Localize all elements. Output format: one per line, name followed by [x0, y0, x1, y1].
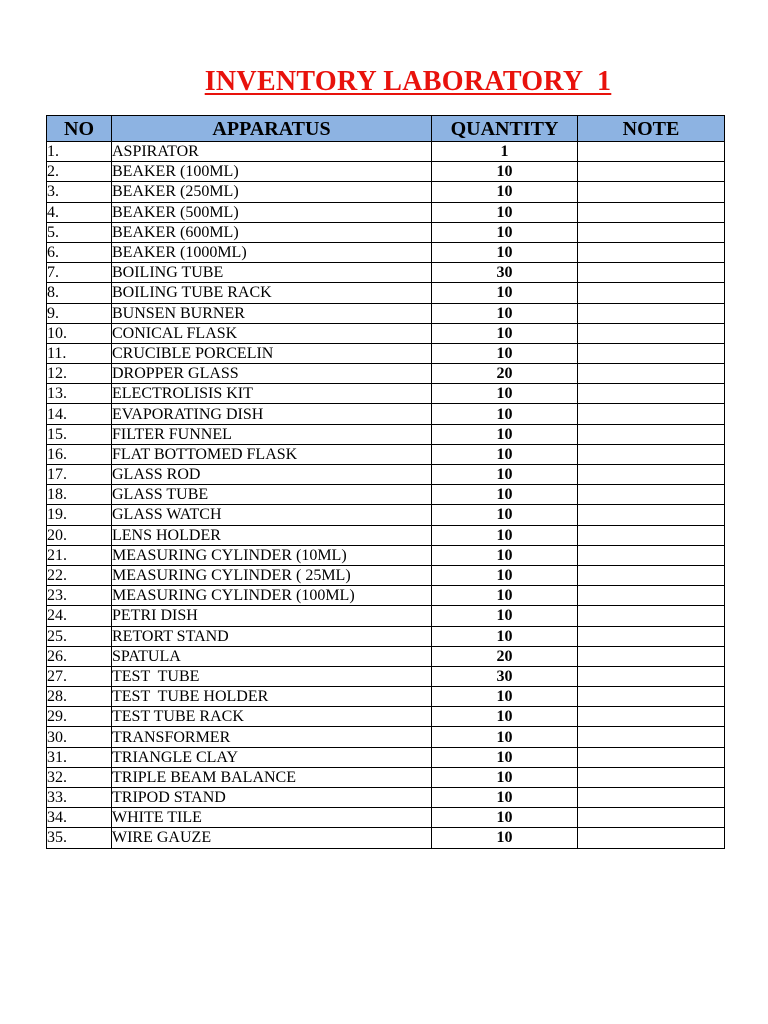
item-number: 16. [47, 444, 112, 464]
table-row [47, 666, 725, 686]
table-row [47, 404, 725, 424]
item-number: 30. [47, 727, 112, 747]
note-cell [578, 626, 725, 646]
item-number: 1. [47, 142, 112, 162]
item-number: 4. [47, 202, 112, 222]
item-number: 14. [47, 404, 112, 424]
item-number: 20. [47, 525, 112, 545]
item-number: 23. [47, 586, 112, 606]
note-cell [578, 767, 725, 787]
note-cell [578, 263, 725, 283]
quantity-value: 10 [432, 545, 578, 565]
apparatus-name: BEAKER (1000ML) [112, 242, 432, 262]
note-cell [578, 242, 725, 262]
apparatus-name: BOILING TUBE [112, 263, 432, 283]
column-header-apparatus: APPARATUS [112, 116, 432, 142]
apparatus-name: ASPIRATOR [112, 142, 432, 162]
item-number: 29. [47, 707, 112, 727]
note-cell [578, 323, 725, 343]
note-cell [578, 465, 725, 485]
table-row [47, 343, 725, 363]
table-row [47, 242, 725, 262]
note-cell [578, 727, 725, 747]
apparatus-name: WIRE GAUZE [112, 828, 432, 848]
table-row [47, 162, 725, 182]
item-number: 22. [47, 565, 112, 585]
item-number: 21. [47, 545, 112, 565]
quantity-value: 1 [432, 142, 578, 162]
quantity-value: 10 [432, 565, 578, 585]
note-cell [578, 303, 725, 323]
column-header-quantity: QUANTITY [432, 116, 578, 142]
note-cell [578, 222, 725, 242]
table-row [47, 222, 725, 242]
note-cell [578, 788, 725, 808]
table-row [47, 767, 725, 787]
note-cell [578, 646, 725, 666]
apparatus-name: EVAPORATING DISH [112, 404, 432, 424]
note-cell [578, 485, 725, 505]
table-row [47, 545, 725, 565]
apparatus-name: TEST TUBE HOLDER [112, 687, 432, 707]
quantity-value: 10 [432, 424, 578, 444]
item-number: 5. [47, 222, 112, 242]
item-number: 34. [47, 808, 112, 828]
quantity-value: 10 [432, 465, 578, 485]
item-number: 13. [47, 384, 112, 404]
note-cell [578, 404, 725, 424]
table-row [47, 606, 725, 626]
apparatus-name: BEAKER (100ML) [112, 162, 432, 182]
table-row [47, 646, 725, 666]
apparatus-name: DROPPER GLASS [112, 364, 432, 384]
apparatus-name: TEST TUBE [112, 666, 432, 686]
note-cell [578, 142, 725, 162]
apparatus-name: BEAKER (250ML) [112, 182, 432, 202]
quantity-value: 10 [432, 808, 578, 828]
table-row [47, 687, 725, 707]
note-cell [578, 283, 725, 303]
table-row [47, 303, 725, 323]
inventory-table [46, 115, 725, 849]
table-row [47, 586, 725, 606]
apparatus-name: TRIPLE BEAM BALANCE [112, 767, 432, 787]
table-row [47, 485, 725, 505]
apparatus-name: TEST TUBE RACK [112, 707, 432, 727]
item-number: 25. [47, 626, 112, 646]
note-cell [578, 525, 725, 545]
apparatus-name: TRIANGLE CLAY [112, 747, 432, 767]
table-row [47, 283, 725, 303]
apparatus-name: SPATULA [112, 646, 432, 666]
note-cell [578, 565, 725, 585]
quantity-value: 10 [432, 767, 578, 787]
quantity-value: 10 [432, 303, 578, 323]
quantity-value: 10 [432, 384, 578, 404]
apparatus-name: PETRI DISH [112, 606, 432, 626]
item-number: 28. [47, 687, 112, 707]
note-cell [578, 162, 725, 182]
item-number: 8. [47, 283, 112, 303]
note-cell [578, 343, 725, 363]
note-cell [578, 545, 725, 565]
quantity-value: 30 [432, 263, 578, 283]
table-row [47, 202, 725, 222]
table-row [47, 707, 725, 727]
apparatus-name: TRANSFORMER [112, 727, 432, 747]
note-cell [578, 364, 725, 384]
quantity-value: 10 [432, 525, 578, 545]
note-cell [578, 505, 725, 525]
item-number: 2. [47, 162, 112, 182]
table-header [47, 116, 725, 142]
note-cell [578, 707, 725, 727]
table-row [47, 364, 725, 384]
apparatus-name: WHITE TILE [112, 808, 432, 828]
quantity-value: 20 [432, 646, 578, 666]
apparatus-name: RETORT STAND [112, 626, 432, 646]
note-cell [578, 182, 725, 202]
item-number: 32. [47, 767, 112, 787]
table-row [47, 182, 725, 202]
item-number: 7. [47, 263, 112, 283]
item-number: 9. [47, 303, 112, 323]
quantity-value: 10 [432, 788, 578, 808]
column-header-note: NOTE [578, 116, 725, 142]
note-cell [578, 666, 725, 686]
item-number: 10. [47, 323, 112, 343]
table-row [47, 384, 725, 404]
note-cell [578, 747, 725, 767]
apparatus-name: LENS HOLDER [112, 525, 432, 545]
column-header-no: NO [47, 116, 112, 142]
table-row [47, 828, 725, 848]
apparatus-name: MEASURING CYLINDER (10ML) [112, 545, 432, 565]
apparatus-name: FILTER FUNNEL [112, 424, 432, 444]
apparatus-name: BUNSEN BURNER [112, 303, 432, 323]
table-row [47, 727, 725, 747]
note-cell [578, 586, 725, 606]
table-body [47, 142, 725, 849]
table-row [47, 626, 725, 646]
item-number: 18. [47, 485, 112, 505]
quantity-value: 10 [432, 323, 578, 343]
quantity-value: 10 [432, 586, 578, 606]
quantity-value: 10 [432, 283, 578, 303]
note-cell [578, 606, 725, 626]
table-row [47, 808, 725, 828]
quantity-value: 10 [432, 343, 578, 363]
table-row [47, 525, 725, 545]
apparatus-name: CRUCIBLE PORCELIN [112, 343, 432, 363]
item-number: 12. [47, 364, 112, 384]
quantity-value: 10 [432, 162, 578, 182]
apparatus-name: ELECTROLISIS KIT [112, 384, 432, 404]
item-number: 19. [47, 505, 112, 525]
quantity-value: 10 [432, 727, 578, 747]
table-row [47, 565, 725, 585]
apparatus-name: CONICAL FLASK [112, 323, 432, 343]
item-number: 24. [47, 606, 112, 626]
quantity-value: 10 [432, 505, 578, 525]
quantity-value: 10 [432, 828, 578, 848]
quantity-value: 10 [432, 747, 578, 767]
apparatus-name: GLASS WATCH [112, 505, 432, 525]
quantity-value: 10 [432, 202, 578, 222]
apparatus-name: MEASURING CYLINDER ( 25ML) [112, 565, 432, 585]
apparatus-name: FLAT BOTTOMED FLASK [112, 444, 432, 464]
item-number: 27. [47, 666, 112, 686]
item-number: 35. [47, 828, 112, 848]
quantity-value: 30 [432, 666, 578, 686]
table-row [47, 505, 725, 525]
quantity-value: 10 [432, 222, 578, 242]
note-cell [578, 828, 725, 848]
table-row [47, 747, 725, 767]
apparatus-name: BEAKER (600ML) [112, 222, 432, 242]
item-number: 33. [47, 788, 112, 808]
note-cell [578, 384, 725, 404]
quantity-value: 10 [432, 606, 578, 626]
item-number: 26. [47, 646, 112, 666]
note-cell [578, 424, 725, 444]
quantity-value: 10 [432, 626, 578, 646]
note-cell [578, 687, 725, 707]
apparatus-name: BEAKER (500ML) [112, 202, 432, 222]
table-row [47, 323, 725, 343]
quantity-value: 10 [432, 444, 578, 464]
apparatus-name: TRIPOD STAND [112, 788, 432, 808]
quantity-value: 10 [432, 687, 578, 707]
quantity-value: 10 [432, 707, 578, 727]
quantity-value: 10 [432, 182, 578, 202]
table-row [47, 465, 725, 485]
item-number: 15. [47, 424, 112, 444]
apparatus-name: GLASS ROD [112, 465, 432, 485]
item-number: 3. [47, 182, 112, 202]
item-number: 17. [47, 465, 112, 485]
apparatus-name: BOILING TUBE RACK [112, 283, 432, 303]
apparatus-name: GLASS TUBE [112, 485, 432, 505]
header-row [47, 116, 725, 142]
quantity-value: 10 [432, 404, 578, 424]
table-row [47, 444, 725, 464]
table-row [47, 263, 725, 283]
quantity-value: 10 [432, 485, 578, 505]
table-row [47, 142, 725, 162]
item-number: 31. [47, 747, 112, 767]
quantity-value: 10 [432, 242, 578, 262]
note-cell [578, 202, 725, 222]
apparatus-name: MEASURING CYLINDER (100ML) [112, 586, 432, 606]
item-number: 11. [47, 343, 112, 363]
page-title: INVENTORY LABORATORY 1 [204, 66, 612, 97]
note-cell [578, 444, 725, 464]
item-number: 6. [47, 242, 112, 262]
table-row [47, 788, 725, 808]
table-row [47, 424, 725, 444]
quantity-value: 20 [432, 364, 578, 384]
note-cell [578, 808, 725, 828]
